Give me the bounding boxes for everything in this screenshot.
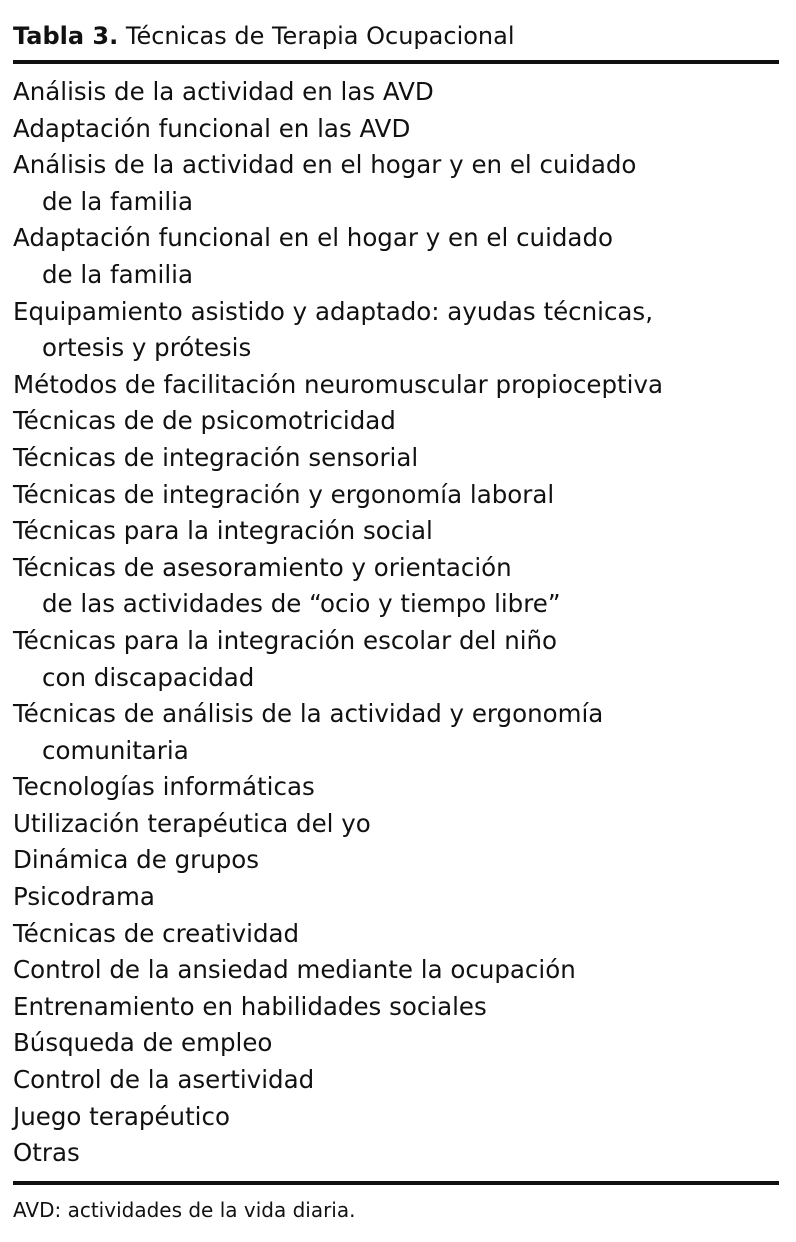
table-footnote: AVD: actividades de la vida diaria. [13, 1198, 356, 1222]
list-item [13, 367, 779, 404]
list-item-text: Búsqueda de empleo [13, 1028, 273, 1058]
list-item [13, 1062, 779, 1099]
top-rule [13, 60, 779, 64]
table-title: Técnicas de Terapia Ocupacional [125, 22, 515, 50]
list-item [13, 74, 779, 111]
list-item-text: Otras [13, 1138, 80, 1168]
list-item-continuation: de la familia [42, 186, 193, 216]
bottom-rule [13, 1181, 779, 1185]
list-item-text: Adaptación funcional en el hogar y en el cuidado [13, 223, 613, 253]
list-item-text: Técnicas de de psicomotricidad [13, 406, 396, 436]
list-item [13, 294, 779, 367]
list-item-continuation: de la familia [42, 259, 193, 289]
list-item-text: Utilización terapéutica del yo [13, 808, 371, 838]
list-item [13, 952, 779, 989]
technique-list [13, 74, 779, 1172]
list-item-text: Técnicas de integración sensorial [13, 442, 419, 472]
list-item [13, 623, 779, 696]
list-item [13, 989, 779, 1026]
list-item [13, 806, 779, 843]
list-item [13, 916, 779, 953]
list-item [13, 1025, 779, 1062]
list-item [13, 111, 779, 148]
list-item [13, 147, 779, 220]
list-item-text: Control de la asertividad [13, 1065, 315, 1095]
list-item-text: Técnicas para la integración social [13, 516, 433, 546]
list-item-text: Técnicas de creatividad [13, 918, 300, 948]
list-item-text: Entrenamiento en habilidades sociales [13, 991, 487, 1021]
list-item [13, 440, 779, 477]
list-item [13, 842, 779, 879]
list-item-continuation: con discapacidad [42, 662, 255, 692]
list-item-continuation: de las actividades de “ocio y tiempo libre” [42, 589, 561, 619]
list-item-text: Métodos de facilitación neuromuscular propioceptiva [13, 369, 663, 399]
list-item-text: Técnicas de análisis de la actividad y ergonomía [13, 699, 604, 729]
list-item [13, 696, 779, 769]
list-item-continuation: ortesis y prótesis [42, 333, 252, 363]
list-item [13, 1099, 779, 1136]
list-item-text: Tecnologías informáticas [13, 772, 315, 802]
list-item [13, 403, 779, 440]
list-item-text: Adaptación funcional en las AVD [13, 113, 411, 143]
list-item [13, 1135, 779, 1172]
list-item [13, 477, 779, 514]
list-item-text: Juego terapéutico [13, 1101, 230, 1131]
list-item-text: Análisis de la actividad en el hogar y en el cuidado [13, 150, 637, 180]
list-item [13, 879, 779, 916]
list-item-text: Análisis de la actividad en las AVD [13, 77, 434, 106]
list-item-text: Dinámica de grupos [13, 845, 260, 875]
list-item-text: Equipamiento asistido y adaptado: ayudas técnicas, [13, 296, 653, 326]
list-item [13, 550, 779, 623]
list-item-text: Control de la ansiedad mediante la ocupación [13, 955, 576, 985]
table-label: Tabla 3. [13, 22, 119, 50]
list-item [13, 769, 779, 806]
list-item-text: Técnicas de asesoramiento y orientación [13, 552, 512, 582]
table-caption [13, 20, 515, 52]
list-item-text: Técnicas para la integración escolar del niño [13, 625, 558, 655]
list-item [13, 220, 779, 293]
list-item-text: Técnicas de integración y ergonomía laboral [13, 479, 555, 509]
list-item-text: Psicodrama [13, 882, 155, 912]
list-item [13, 513, 779, 550]
list-item-continuation: comunitaria [42, 735, 189, 765]
